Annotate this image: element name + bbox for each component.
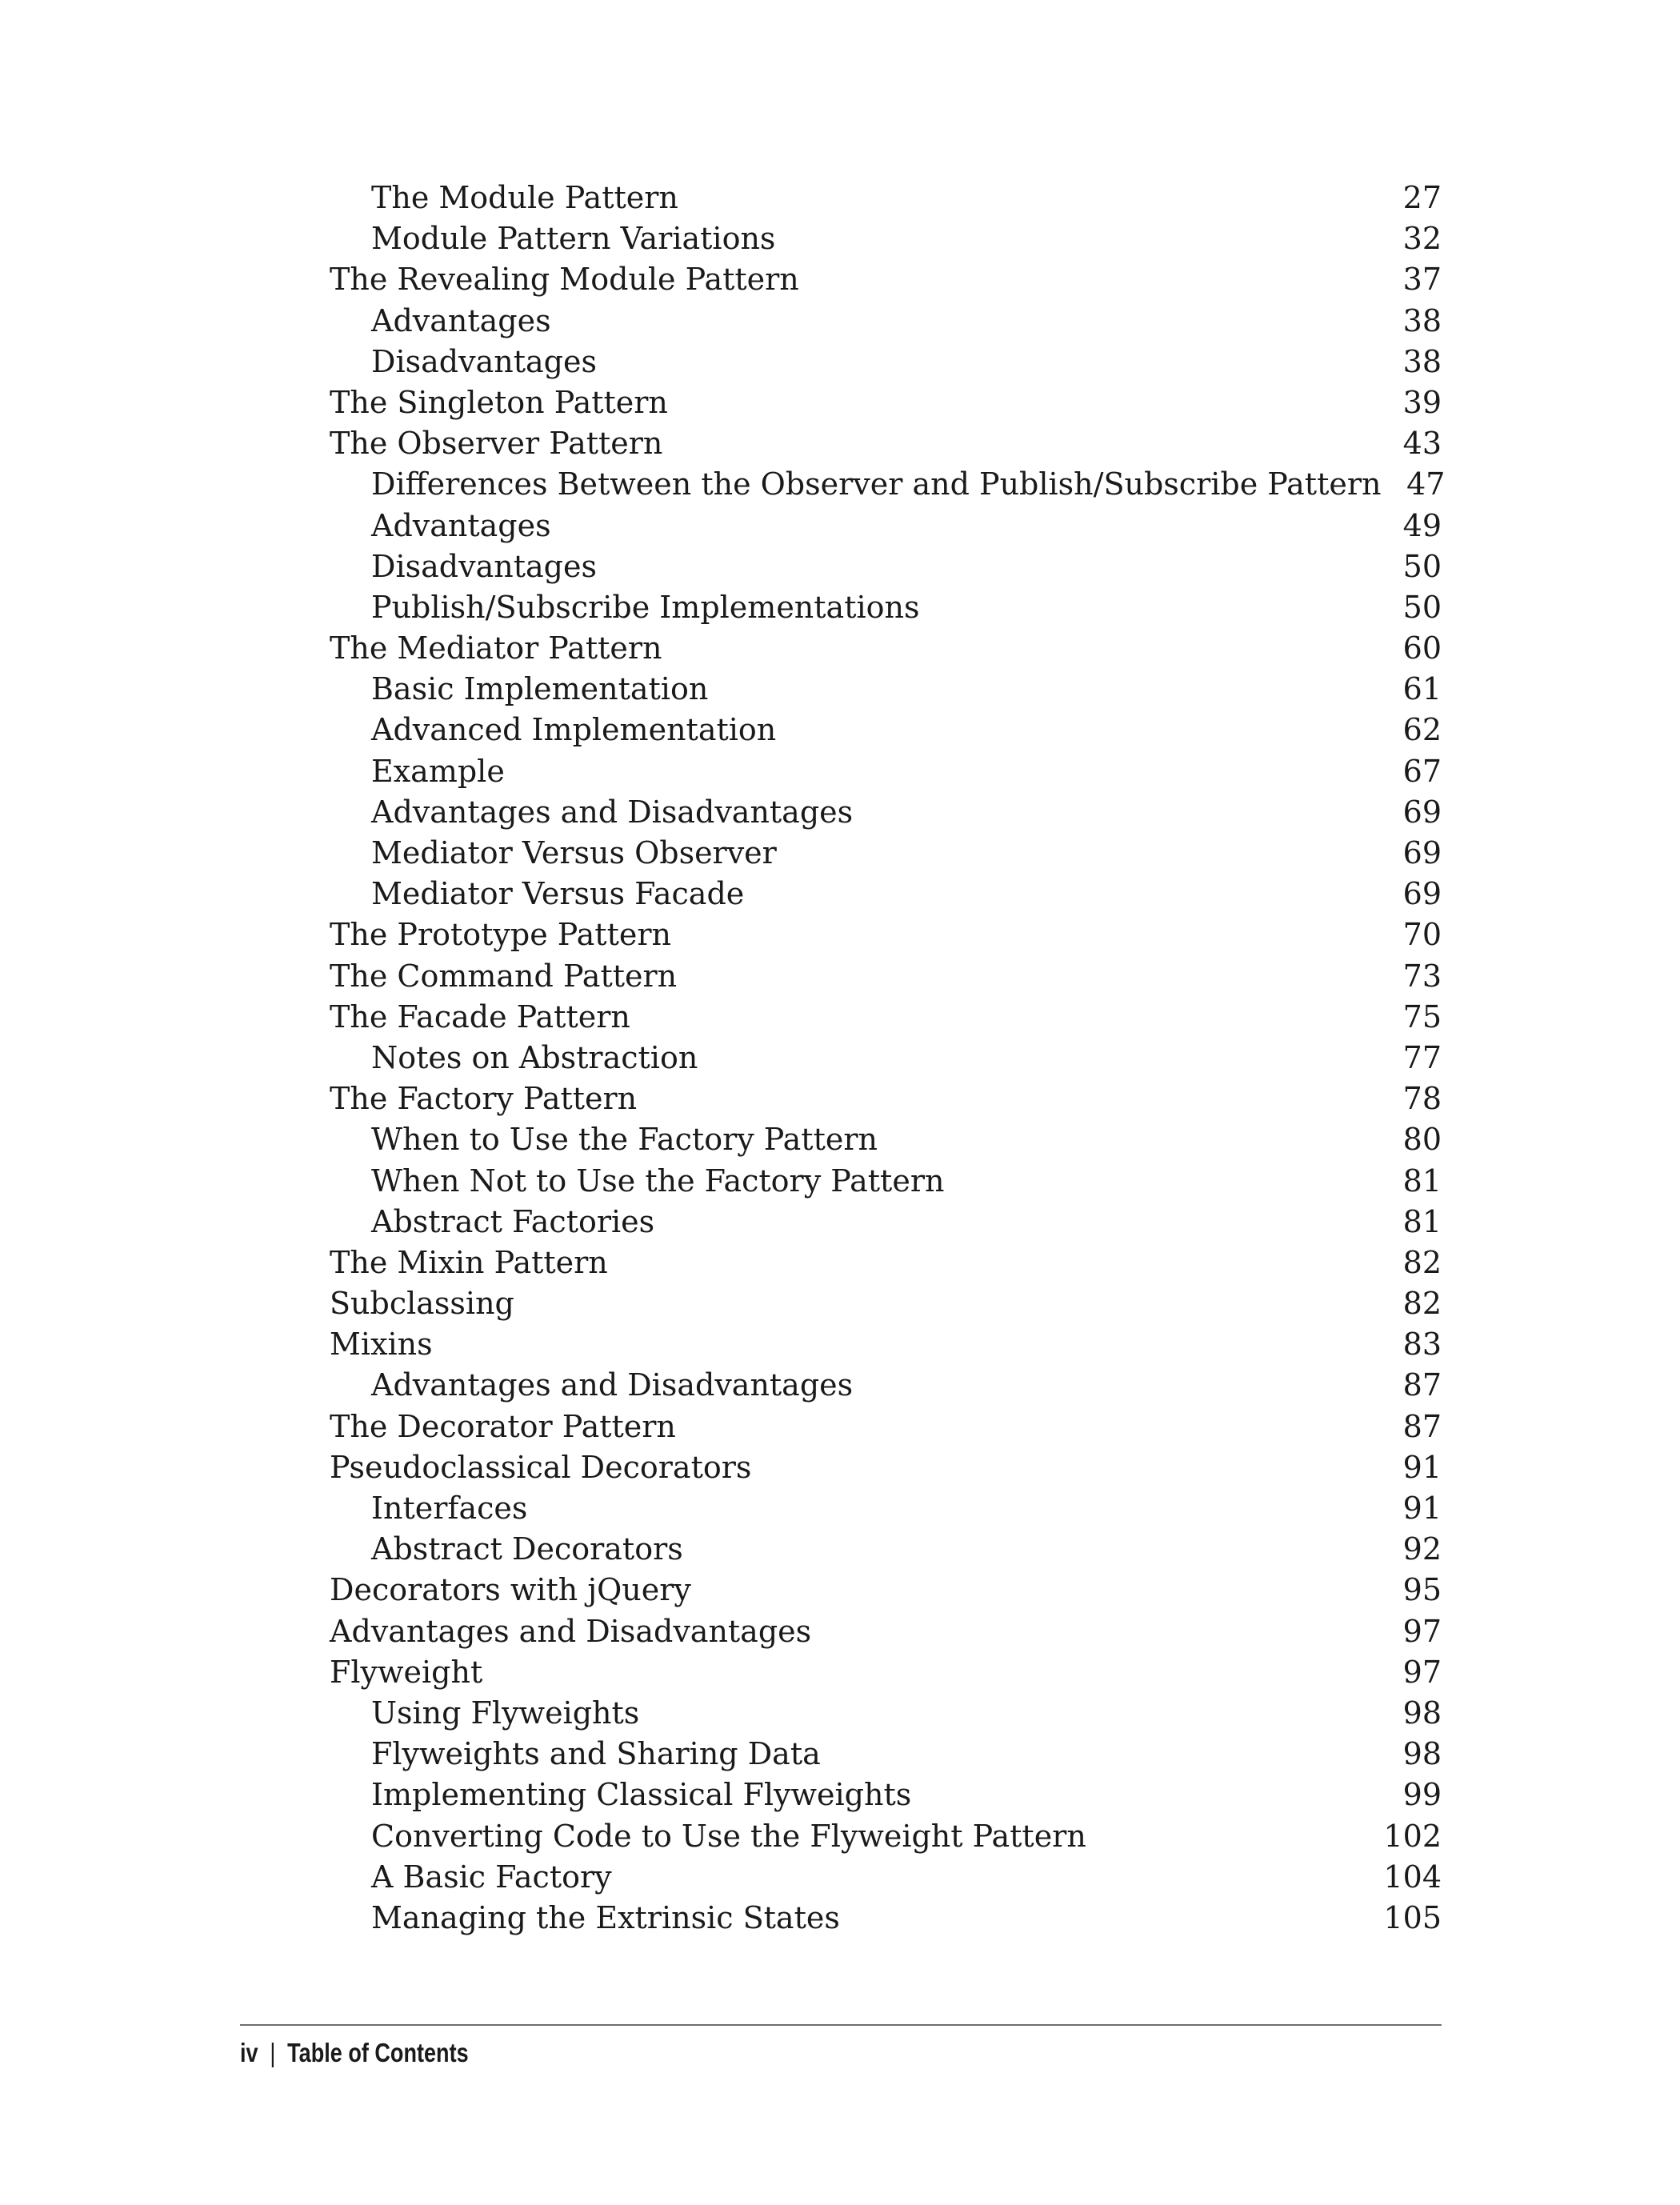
toc-entry[interactable] [330, 1283, 1442, 1324]
toc-entry-title: The Module Pattern [371, 180, 678, 215]
toc-entry-title: The Mediator Pattern [330, 630, 662, 666]
toc-entry-title: Disadvantages [371, 343, 597, 379]
toc-entry-page-number: 38 [1402, 302, 1442, 338]
toc-entry-title: The Facade Pattern [330, 998, 630, 1034]
toc-entry-title: The Command Pattern [330, 958, 678, 994]
toc-entry[interactable] [330, 1734, 1442, 1775]
toc-entry-title: The Observer Pattern [330, 426, 663, 462]
toc-entry-title: Converting Code to Use the Flyweight Pattern [371, 1818, 1086, 1854]
toc-entry[interactable] [330, 669, 1442, 710]
toc-entry-page-number: 47 [1406, 466, 1446, 502]
toc-entry-page-number: 50 [1402, 548, 1442, 584]
toc-entry[interactable] [330, 997, 1442, 1038]
toc-entry[interactable] [330, 792, 1442, 833]
toc-entry-page-number: 95 [1402, 1572, 1442, 1608]
toc-entry[interactable] [330, 1407, 1442, 1447]
toc-entry-page-number: 60 [1402, 630, 1442, 666]
toc-entry-page-number: 78 [1402, 1081, 1442, 1117]
toc-entry-title: The Mixin Pattern [330, 1244, 608, 1280]
toc-entry-title: Advantages and Disadvantages [371, 1367, 854, 1403]
toc-entry-page-number: 82 [1402, 1244, 1442, 1280]
toc-entry[interactable] [330, 751, 1442, 792]
toc-entry-page-number: 73 [1402, 958, 1442, 994]
toc-entry[interactable] [330, 1570, 1442, 1611]
toc-entry-page-number: 83 [1402, 1327, 1442, 1363]
toc-entry-title: When Not to Use the Factory Pattern [371, 1163, 945, 1199]
footer-divider [240, 2024, 1442, 2026]
toc-entry[interactable] [330, 628, 1442, 669]
toc-entry[interactable] [330, 1693, 1442, 1734]
toc-entry[interactable] [330, 178, 1442, 218]
toc-entry-title: Notes on Abstraction [371, 1039, 698, 1075]
toc-entry-page-number: 67 [1402, 753, 1442, 789]
toc-entry-page-number: 43 [1402, 426, 1442, 462]
toc-entry-page-number: 91 [1402, 1491, 1442, 1526]
toc-entry-page-number: 98 [1402, 1736, 1442, 1772]
toc-entry-page-number: 80 [1402, 1122, 1442, 1158]
toc-entry[interactable] [330, 218, 1442, 259]
toc-entry[interactable] [330, 1529, 1442, 1570]
toc-entry-title: Advantages and Disadvantages [330, 1613, 812, 1649]
toc-entry-title: Mediator Versus Facade [371, 876, 745, 912]
toc-entry-page-number: 77 [1402, 1039, 1442, 1075]
footer-page-number: iv [240, 2038, 258, 2067]
toc-entry-page-number: 99 [1402, 1777, 1442, 1813]
toc-entry[interactable] [330, 874, 1442, 914]
toc-entry[interactable] [330, 423, 1442, 464]
toc-entry[interactable] [330, 833, 1442, 874]
toc-entry-title: Flyweights and Sharing Data [371, 1736, 821, 1772]
toc-entry[interactable] [330, 1161, 1442, 1202]
toc-entry-page-number: 39 [1402, 384, 1442, 420]
toc-entry-title: Mediator Versus Observer [371, 835, 777, 870]
toc-entry-page-number: 98 [1402, 1695, 1442, 1731]
toc-entry[interactable] [330, 1119, 1442, 1160]
toc-entry-title: Advantages and Disadvantages [371, 794, 854, 830]
toc-entry[interactable] [330, 1202, 1442, 1243]
toc-entry[interactable] [330, 546, 1442, 587]
toc-entry-page-number: 69 [1402, 835, 1442, 870]
page-footer [240, 2035, 469, 2071]
toc-entry-title: Interfaces [371, 1491, 528, 1526]
toc-entry[interactable] [330, 1611, 1442, 1652]
toc-entry-title: Implementing Classical Flyweights [371, 1777, 912, 1813]
toc-entry[interactable] [330, 506, 1442, 546]
footer-separator: | [270, 2038, 276, 2067]
toc-entry-page-number: 81 [1402, 1203, 1442, 1239]
toc-entry-title: Mixins [330, 1327, 433, 1363]
toc-entry-title: Publish/Subscribe Implementations [371, 589, 920, 625]
toc-entry-title: Managing the Extrinsic States [371, 1899, 840, 1935]
toc-entry-page-number: 104 [1383, 1859, 1442, 1895]
toc-entry-title: Subclassing [330, 1286, 514, 1322]
toc-entry-title: Abstract Decorators [371, 1531, 683, 1567]
toc-entry-page-number: 32 [1402, 221, 1442, 257]
toc-entry-title: Module Pattern Variations [371, 221, 776, 257]
toc-entry-page-number: 87 [1402, 1367, 1442, 1403]
toc-entry[interactable] [330, 382, 1442, 423]
toc-entry-title: The Revealing Module Pattern [330, 262, 799, 298]
toc-entry[interactable] [330, 1898, 1442, 1939]
toc-entry[interactable] [330, 1038, 1442, 1078]
toc-entry-title: Pseudoclassical Decorators [330, 1449, 752, 1485]
toc-entry-page-number: 97 [1402, 1654, 1442, 1690]
toc-entry[interactable] [330, 1652, 1442, 1693]
toc-entry-title: Using Flyweights [371, 1695, 640, 1731]
toc-entry-page-number: 27 [1402, 180, 1442, 215]
toc-entry[interactable] [330, 1324, 1442, 1365]
footer-section-title: Table of Contents [287, 2038, 469, 2067]
toc-entry-page-number: 70 [1402, 917, 1442, 953]
toc-entry-title: Disadvantages [371, 548, 597, 584]
toc-entry[interactable] [330, 1447, 1442, 1488]
toc-entry[interactable] [330, 1243, 1442, 1283]
toc-entry-page-number: 49 [1402, 507, 1442, 543]
toc-entry-title: Basic Implementation [371, 671, 709, 707]
toc-entry[interactable] [330, 1365, 1442, 1406]
toc-entry-page-number: 38 [1402, 343, 1442, 379]
toc-entry[interactable] [330, 956, 1442, 997]
toc-entry[interactable] [330, 464, 1446, 505]
toc-entry-title: Example [371, 753, 505, 789]
toc-entry-page-number: 92 [1402, 1531, 1442, 1567]
toc-entry-title: A Basic Factory [371, 1859, 612, 1895]
toc-entry-title: Differences Between the Observer and Publish/Subscribe Pattern [371, 466, 1382, 502]
toc-entry[interactable] [330, 1775, 1442, 1815]
toc-entry-title: Advantages [371, 507, 551, 543]
toc-entry-page-number: 37 [1402, 262, 1442, 298]
toc-entry-page-number: 69 [1402, 794, 1442, 830]
toc-entry-title: The Decorator Pattern [330, 1408, 676, 1444]
toc-entry-page-number: 81 [1402, 1163, 1442, 1199]
toc-entry[interactable] [330, 342, 1442, 382]
toc-entry[interactable] [330, 301, 1442, 342]
toc-entry-title: Abstract Factories [371, 1203, 655, 1239]
toc-entry-page-number: 69 [1402, 876, 1442, 912]
toc-entry-title: Flyweight [330, 1654, 483, 1690]
toc-entry-page-number: 97 [1402, 1613, 1442, 1649]
toc-entry[interactable] [330, 1857, 1442, 1898]
toc-entry-page-number: 82 [1402, 1286, 1442, 1322]
toc-entry-page-number: 75 [1402, 998, 1442, 1034]
toc-entry-title: When to Use the Factory Pattern [371, 1122, 878, 1158]
toc-entry-page-number: 87 [1402, 1408, 1442, 1444]
toc-entry-page-number: 102 [1383, 1818, 1442, 1854]
toc-entry-title: Advantages [371, 302, 551, 338]
toc-entry-page-number: 91 [1402, 1449, 1442, 1485]
toc-entry-page-number: 61 [1402, 671, 1442, 707]
table-of-contents-list [330, 178, 1446, 1939]
toc-entry-title: Decorators with jQuery [330, 1572, 691, 1608]
toc-entry-title: The Prototype Pattern [330, 917, 671, 953]
toc-entry-page-number: 50 [1402, 589, 1442, 625]
toc-entry[interactable] [330, 710, 1442, 750]
toc-entry-title: The Factory Pattern [330, 1081, 638, 1117]
toc-entry[interactable] [330, 1488, 1442, 1529]
toc-entry-title: The Singleton Pattern [330, 384, 668, 420]
toc-entry[interactable] [330, 914, 1442, 955]
toc-entry-title: Advanced Implementation [371, 712, 777, 748]
toc-entry-page-number: 62 [1402, 712, 1442, 748]
toc-entry[interactable] [330, 1078, 1442, 1119]
toc-entry[interactable] [330, 1816, 1442, 1857]
toc-entry-page-number: 105 [1383, 1899, 1442, 1935]
toc-entry[interactable] [330, 587, 1442, 628]
toc-entry[interactable] [330, 259, 1442, 300]
